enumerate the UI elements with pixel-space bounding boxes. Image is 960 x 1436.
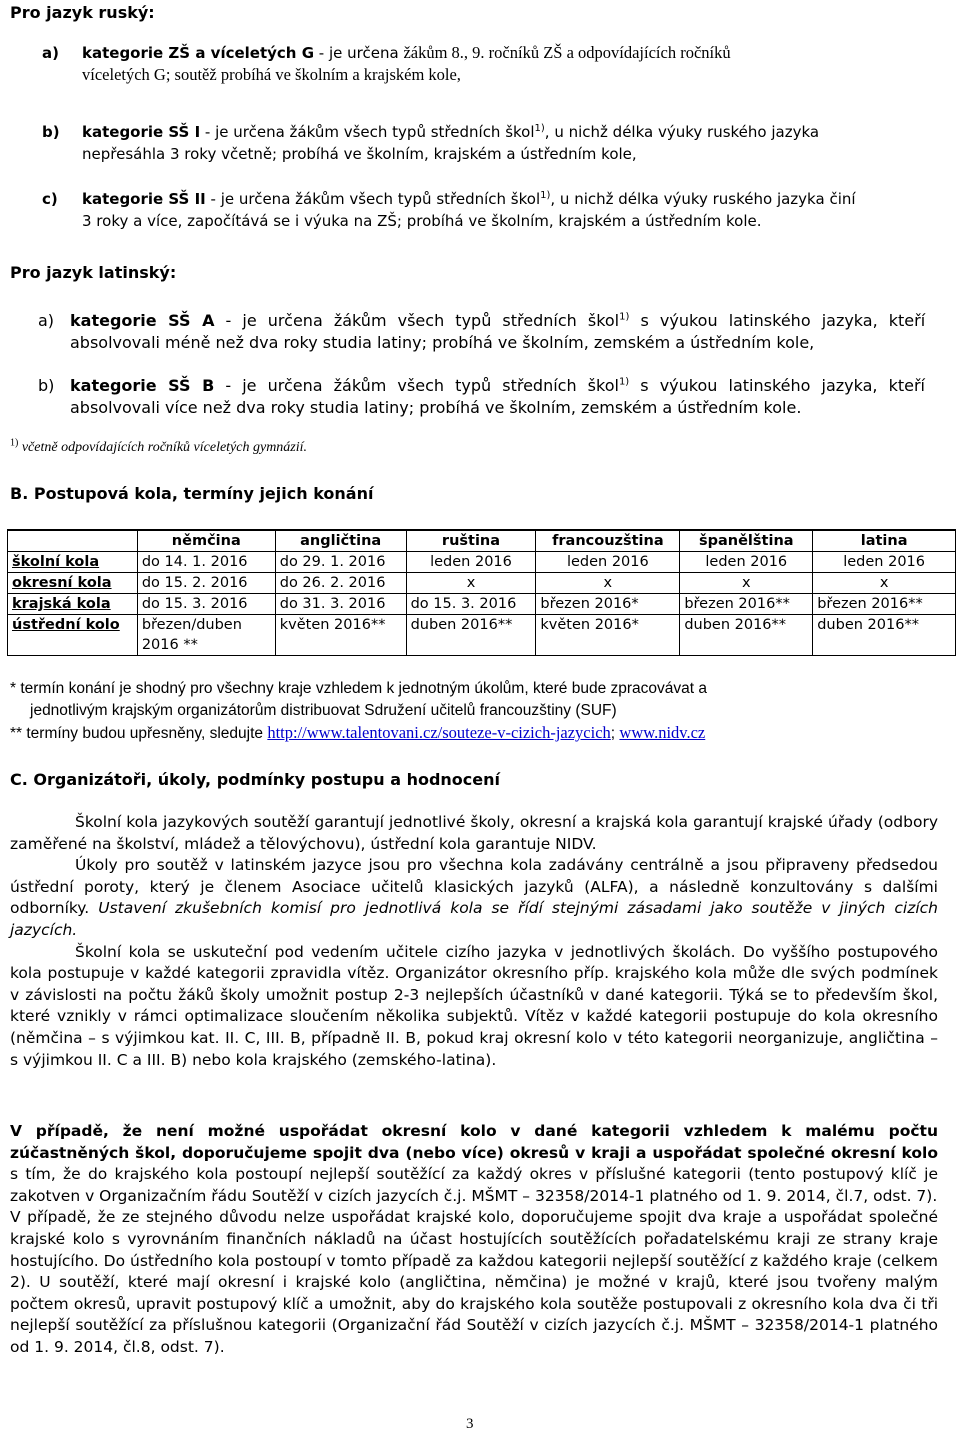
table-cell: do 15. 3. 2016 xyxy=(137,594,275,615)
ru-b-line2: nepřesáhla 3 roky včetně; probíhá ve školním, krajském a ústředním kole, xyxy=(82,145,637,163)
nidv-link[interactable]: www.nidv.cz xyxy=(619,723,706,742)
note-2-text: ** termíny budou upřesněny, sledujte xyxy=(10,725,268,742)
la-a-label: a) xyxy=(38,311,55,330)
header-cell: ruština xyxy=(406,530,536,552)
ru-c-category: kategorie SŠ II xyxy=(82,190,206,208)
la-b-line2: absolvovali více než dva roky studia latiny; probíhá ve školním, zemském a ústředním kole. xyxy=(70,398,802,417)
paragraph-4 xyxy=(10,1121,938,1207)
table-cell: duben 2016** xyxy=(813,615,956,656)
ru-item-a xyxy=(42,42,942,86)
ru-a-label: a) xyxy=(42,44,59,62)
la-item-b xyxy=(38,375,938,419)
table-cell: do 31. 3. 2016 xyxy=(275,594,406,615)
table-cell: květen 2016** xyxy=(275,615,406,656)
header-cell: němčina xyxy=(137,530,275,552)
ru-item-b xyxy=(42,121,942,165)
table-row xyxy=(8,615,956,656)
ru-b-text1: - je určena žákům všech typů středních škol xyxy=(200,123,535,141)
header-cell: latina xyxy=(813,530,956,552)
footnote-text: včetně odpovídajících ročníků víceletých gymnázií. xyxy=(18,440,308,455)
page-number: 3 xyxy=(466,1416,474,1432)
la-b-sup: 1) xyxy=(618,376,630,388)
ru-a-mid: - je určena xyxy=(314,44,404,62)
paragraph-3: Školní kola se uskuteční pod vedením učitele cizího jazyka v jednotlivých školách. Do vyššího postupového kola postupuje v každé kategorii zpravidla vítěz. Organizátor okresního příp. krajského kola může dle svých podmínek v závislosti na počtu žáků školy umožnit postup 2-3 nejlepších účastníků v dané kategorii. Týká se to především škol, které vznikly v rámci optimalizace sloučením několika subjektů. Vítěz v každé kategorii postupuje do kola okresního (němčina – s výjimkou kat. II. C, III. B, případně II. B, pokud kraj okresní kolo v této kategorii neorganizuje, angličtina – s výjimkou II. C a III. B) nebo kola krajského (zemského-latina). xyxy=(10,942,938,1069)
note-1-line-1: * termín konání je shodný pro všechny kraje vzhledem k jednotným úkolům, které bude zpracovávat a xyxy=(10,680,708,697)
la-b-text1: - je určena žákům všech typů středních škol xyxy=(214,376,619,395)
row-label: ústřední kolo xyxy=(8,615,138,656)
la-b-text2: s výukou latinského jazyka, kteří xyxy=(629,376,925,395)
table-cell: x xyxy=(536,573,680,594)
table-row xyxy=(8,552,956,573)
table-cell: březen 2016** xyxy=(813,594,956,615)
header-cell: španělština xyxy=(680,530,813,552)
footnote-sup: 1) xyxy=(10,437,19,449)
paragraph-1: Školní kola jazykových soutěží garantují jednotlivé školy, okresní a krajská kola garantují krajské úřady (odbory zaměřené na školství, mládež a tělovýchovu), ústřední kola garantuje NIDV. xyxy=(10,813,938,853)
la-a-text1: - je určena žákům všech typů středních škol xyxy=(214,311,620,330)
ru-c-text1: - je určena žákům všech typů středních škol xyxy=(205,190,541,208)
ru-a-rest: žákům 8., 9. ročníků ZŠ a odpovídajících ročníků xyxy=(403,43,731,62)
section-c-heading: C. Organizátoři, úkoly, podmínky postupu a hodnocení xyxy=(10,770,500,789)
note-2-sep: ; xyxy=(610,725,620,742)
la-b-label: b) xyxy=(38,376,55,395)
paragraph-2-text: Úkoly pro soutěž v latinském jazyce jsou pro všechna kola zadávány centrálně a jsou připraveny předsedou ústřední poroty, který je členem Asociace učitelů klasických jazyků (ALFA), a následně konzultovány s dalšími odborníky. xyxy=(10,856,938,918)
table-cell: do 29. 1. 2016 xyxy=(275,552,406,573)
ru-c-line2: 3 roky a více, započítává se i výuka na ZŠ; probíhá ve školním, krajském a ústředním kole. xyxy=(82,212,762,230)
table-cell: březen 2016* xyxy=(536,594,680,615)
table-row xyxy=(8,573,956,594)
la-a-line2: absolvovali méně než dva roky studia latiny; probíhá ve školním, zemském a ústředním kole, xyxy=(70,333,815,352)
table-cell: březen/duben 2016 ** xyxy=(137,615,275,656)
row-label: školní kola xyxy=(8,552,138,573)
table-cell: leden 2016 xyxy=(680,552,813,573)
table-cell: x xyxy=(406,573,536,594)
table-cell: leden 2016 xyxy=(536,552,680,573)
table-cell: květen 2016* xyxy=(536,615,680,656)
table-header-row xyxy=(8,530,956,552)
table-notes xyxy=(10,678,950,745)
la-a-text2: s výukou latinského jazyka, kteří xyxy=(629,311,926,330)
ru-b-sup: 1) xyxy=(534,123,545,134)
ru-a-category: kategorie ZŠ a víceletých G xyxy=(82,44,315,62)
table-cell: do 15. 2. 2016 xyxy=(137,573,275,594)
table-cell: duben 2016** xyxy=(406,615,536,656)
latin-heading: Pro jazyk latinský: xyxy=(10,263,177,282)
ru-b-label: b) xyxy=(42,123,60,141)
ru-a-line2: víceletých G; soutěž probíhá ve školním a krajském kole, xyxy=(82,65,461,84)
table-cell: březen 2016** xyxy=(680,594,813,615)
table-cell: x xyxy=(813,573,956,594)
paragraph-2 xyxy=(10,855,938,941)
row-label: okresní kola xyxy=(8,573,138,594)
la-a-sup: 1) xyxy=(619,311,630,323)
table-cell: x xyxy=(680,573,813,594)
ru-b-category: kategorie SŠ I xyxy=(82,123,201,141)
section-c-body-2 xyxy=(10,1121,938,1359)
table-cell: leden 2016 xyxy=(813,552,956,573)
section-b-heading: B. Postupová kola, termíny jejich konání xyxy=(10,484,374,503)
paragraph-4-rest: s tím, že do krajského kola postoupí nejlepší soutěžící za každý okres v příslušné kategorii (tento postupový klíč je zakotven v Organizačním řádu Soutěží v cizích jazycích č.j. MŠMT – 32358/2014-1 platného od 1. 9. 2014, čl.7, odst. 7). xyxy=(10,1165,938,1205)
paragraph-5: V případě, že ze stejného důvodu nelze uspořádat krajské kolo, doporučujeme spojit dva kraje a uspořádat společné krajské kolo s vyrovnáním finančních nákladů na účast hostujících soutěžících pořadatelskému kraji ze strany kraje hostujícího. Do ústředního kola postoupí v tomto případě za každou kategorii nejlepší soutěžící z každého kraje (celkem 2). U soutěží, které mají okresní i krajské kolo (angličtina, němčina) je možné v krajů, které jsou tvořeny malým počtem okresů, upravit postupový klíč a umožnit, aby do krajského kola soutěže postupovali z okresního kola dva či tři nejlepší soutěžící za příslušnou kategorii (Organizační řád Soutěží v cizích jazycích č.j. MŠMT – 32358/2014-1 platného od 1. 9. 2014, čl.8, odst. 7). xyxy=(10,1208,938,1356)
table-cell: do 15. 3. 2016 xyxy=(406,594,536,615)
la-item-a xyxy=(38,310,938,354)
table-cell: do 26. 2. 2016 xyxy=(275,573,406,594)
table-cell: duben 2016** xyxy=(680,615,813,656)
section-c-body xyxy=(10,812,938,1071)
note-2 xyxy=(10,722,950,745)
ru-b-text2: , u nichž délka výuky ruského jazyka xyxy=(544,123,820,141)
talentovani-link[interactable]: http://www.talentovani.cz/souteze-v-cizich-jazycich xyxy=(267,723,611,742)
row-label: krajská kola xyxy=(8,594,138,615)
ru-c-sup: 1) xyxy=(540,190,551,201)
footnote xyxy=(10,437,308,456)
ru-c-text2: , u nichž délka výuky ruského jazyka činí xyxy=(550,190,856,208)
table-row xyxy=(8,594,956,615)
table-cell: do 14. 1. 2016 xyxy=(137,552,275,573)
paragraph-4-bold: V případě, že není možné uspořádat okresní kolo v dané kategorii vzhledem k malému počtu zúčastněných škol, doporučujeme spojit dva (nebo více) okresů v kraji a uspořádat společné okresní kolo xyxy=(10,1122,938,1162)
ru-c-label: c) xyxy=(42,190,58,208)
header-cell: angličtina xyxy=(275,530,406,552)
header-cell xyxy=(8,530,138,552)
header-cell: francouzština xyxy=(536,530,680,552)
ru-item-c xyxy=(42,188,942,232)
schedule-table xyxy=(7,529,956,656)
note-1-line-2: jednotlivým krajským organizátorům distribuovat Sdružení učitelů francouzštiny (SUF) xyxy=(30,702,617,719)
la-a-category: kategorie SŠ A xyxy=(70,311,215,330)
russian-heading: Pro jazyk ruský: xyxy=(10,3,155,22)
table-cell: leden 2016 xyxy=(406,552,536,573)
la-b-category: kategorie SŠ B xyxy=(70,376,215,395)
paragraph-2-italic: Ustavení zkušebních komisí pro jednotlivá kola se řídí stejnými zásadami jako soutěže v jiných cizích jazycích. xyxy=(10,899,938,939)
